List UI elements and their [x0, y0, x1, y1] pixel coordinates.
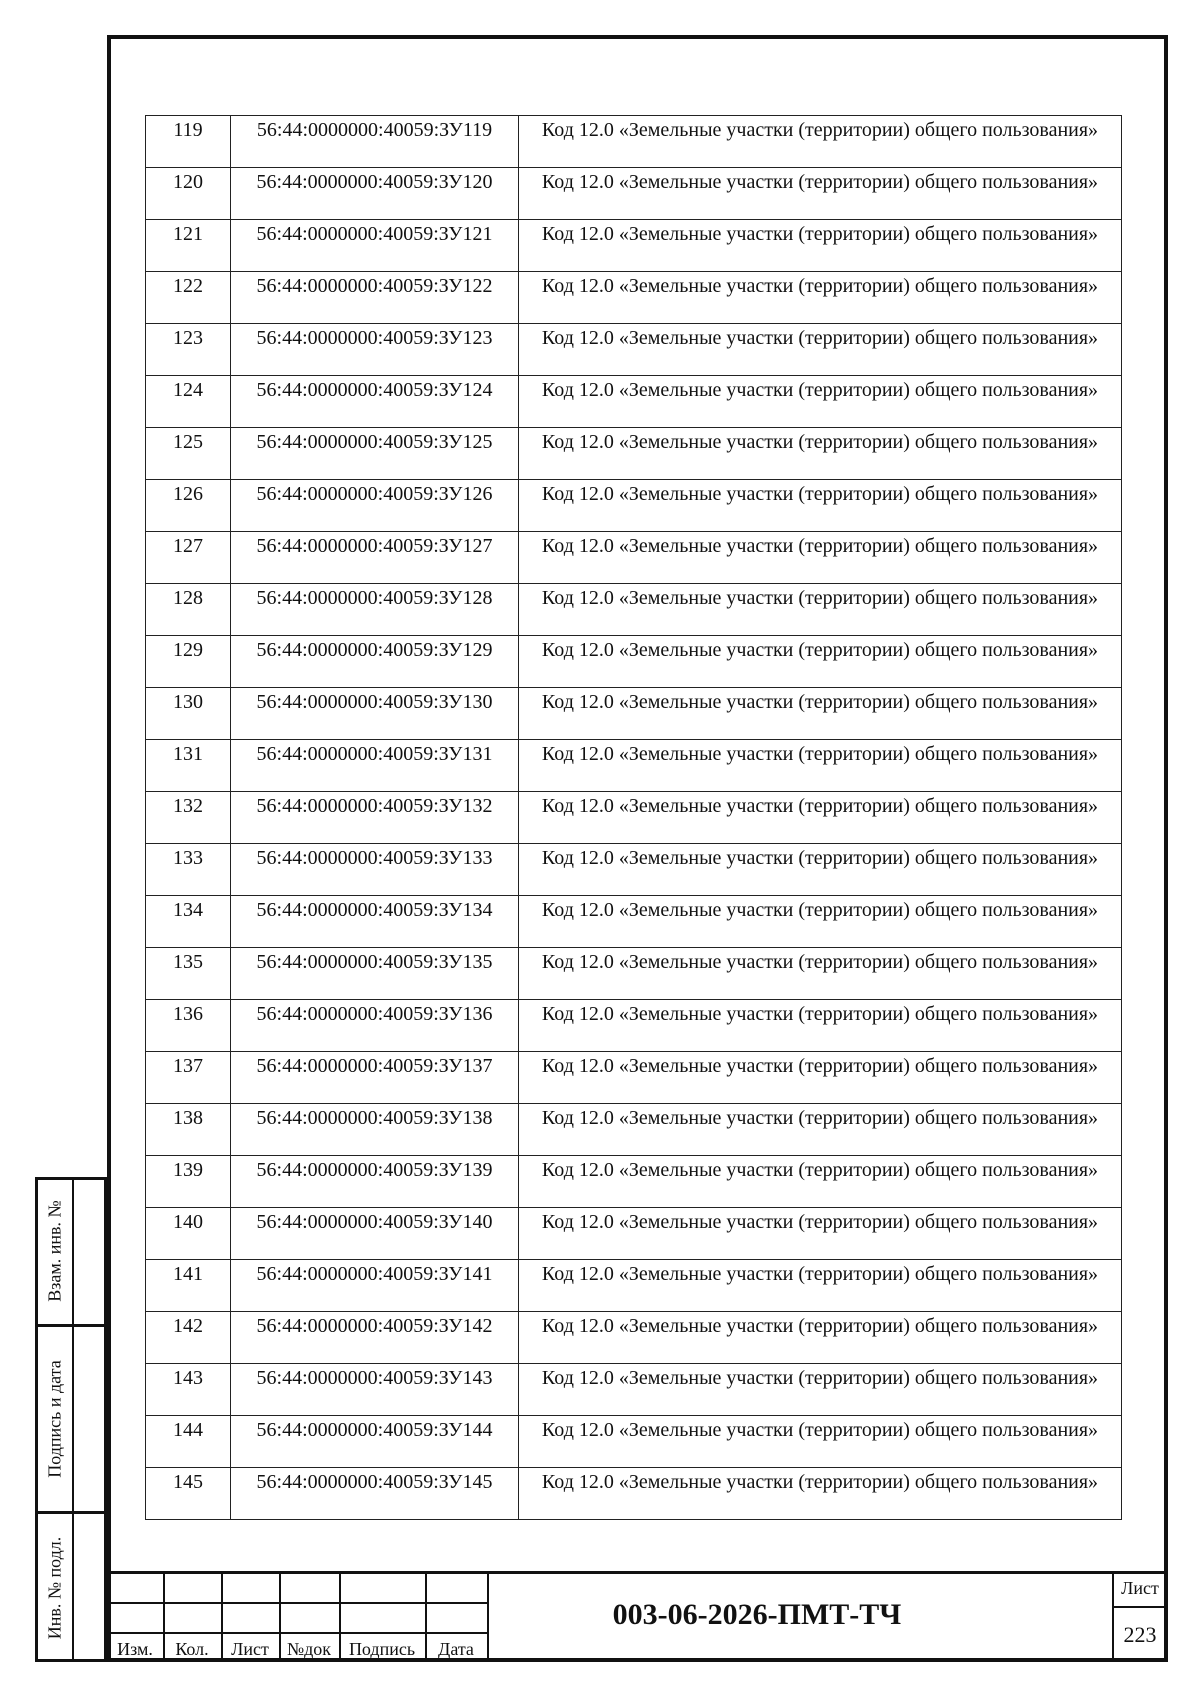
table-row	[146, 168, 1122, 220]
plot-id-cell: 56:44:0000000:40059:ЗУ132	[231, 792, 519, 844]
land-use-cell: Код 12.0 «Земельные участки (территории) общего пользования»	[519, 688, 1122, 740]
plot-id-cell: 56:44:0000000:40059:ЗУ139	[231, 1156, 519, 1208]
plot-id-cell: 56:44:0000000:40059:ЗУ143	[231, 1364, 519, 1416]
land-use-cell: Код 12.0 «Земельные участки (территории) общего пользования»	[519, 532, 1122, 584]
row-number-cell: 131	[146, 740, 231, 792]
plot-id-cell: 56:44:0000000:40059:ЗУ133	[231, 844, 519, 896]
table-row	[146, 1208, 1122, 1260]
table-row	[146, 584, 1122, 636]
land-use-cell: Код 12.0 «Земельные участки (территории) общего пользования»	[519, 948, 1122, 1000]
table-row	[146, 272, 1122, 324]
plot-id-cell: 56:44:0000000:40059:ЗУ123	[231, 324, 519, 376]
side-label-vzam: Взам. инв. №	[44, 1199, 65, 1302]
row-number-cell: 125	[146, 428, 231, 480]
land-use-cell: Код 12.0 «Земельные участки (территории) общего пользования»	[519, 1208, 1122, 1260]
land-use-cell: Код 12.0 «Земельные участки (территории) общего пользования»	[519, 168, 1122, 220]
land-use-cell: Код 12.0 «Земельные участки (территории) общего пользования»	[519, 896, 1122, 948]
row-number-cell: 143	[146, 1364, 231, 1416]
side-stamp	[35, 1177, 107, 1662]
table-row	[146, 1260, 1122, 1312]
plot-id-cell: 56:44:0000000:40059:ЗУ121	[231, 220, 519, 272]
table-row	[146, 740, 1122, 792]
plot-id-cell: 56:44:0000000:40059:ЗУ120	[231, 168, 519, 220]
land-use-cell: Код 12.0 «Земельные участки (территории) общего пользования»	[519, 1260, 1122, 1312]
header-kol: Кол.	[175, 1639, 209, 1659]
plot-id-cell: 56:44:0000000:40059:ЗУ144	[231, 1416, 519, 1468]
table-row	[146, 844, 1122, 896]
land-use-cell: Код 12.0 «Земельные участки (территории) общего пользования»	[519, 220, 1122, 272]
row-number-cell: 126	[146, 480, 231, 532]
plot-id-cell: 56:44:0000000:40059:ЗУ145	[231, 1468, 519, 1520]
header-ndok: №док	[286, 1639, 332, 1659]
row-number-cell: 144	[146, 1416, 231, 1468]
table-row	[146, 1364, 1122, 1416]
row-number-cell: 137	[146, 1052, 231, 1104]
plot-id-cell: 56:44:0000000:40059:ЗУ124	[231, 376, 519, 428]
row-number-cell: 136	[146, 1000, 231, 1052]
table-row	[146, 532, 1122, 584]
plot-id-cell: 56:44:0000000:40059:ЗУ142	[231, 1312, 519, 1364]
land-use-cell: Код 12.0 «Земельные участки (территории) общего пользования»	[519, 376, 1122, 428]
table-row	[146, 1000, 1122, 1052]
plot-id-cell: 56:44:0000000:40059:ЗУ137	[231, 1052, 519, 1104]
land-use-cell: Код 12.0 «Земельные участки (территории) общего пользования»	[519, 844, 1122, 896]
plot-id-cell: 56:44:0000000:40059:ЗУ130	[231, 688, 519, 740]
row-number-cell: 139	[146, 1156, 231, 1208]
table-row	[146, 1052, 1122, 1104]
row-number-cell: 133	[146, 844, 231, 896]
title-block	[107, 1571, 1168, 1662]
header-list: Лист	[231, 1639, 269, 1659]
row-number-cell: 145	[146, 1468, 231, 1520]
plot-id-cell: 56:44:0000000:40059:ЗУ119	[231, 116, 519, 168]
land-use-cell: Код 12.0 «Земельные участки (территории) общего пользования»	[519, 1468, 1122, 1520]
plot-id-cell: 56:44:0000000:40059:ЗУ138	[231, 1104, 519, 1156]
side-label-podpis: Подпись и дата	[44, 1360, 65, 1478]
land-use-cell: Код 12.0 «Земельные участки (территории) общего пользования»	[519, 1156, 1122, 1208]
row-number-cell: 138	[146, 1104, 231, 1156]
land-use-cell: Код 12.0 «Земельные участки (территории) общего пользования»	[519, 584, 1122, 636]
row-number-cell: 120	[146, 168, 231, 220]
plot-id-cell: 56:44:0000000:40059:ЗУ125	[231, 428, 519, 480]
table-row	[146, 1104, 1122, 1156]
land-plots-table	[145, 115, 1122, 1520]
table-row	[146, 324, 1122, 376]
plot-id-cell: 56:44:0000000:40059:ЗУ141	[231, 1260, 519, 1312]
land-use-cell: Код 12.0 «Земельные участки (территории) общего пользования»	[519, 116, 1122, 168]
row-number-cell: 119	[146, 116, 231, 168]
side-cell-podpis	[38, 1324, 104, 1511]
land-use-cell: Код 12.0 «Земельные участки (территории) общего пользования»	[519, 1364, 1122, 1416]
plot-id-cell: 56:44:0000000:40059:ЗУ131	[231, 740, 519, 792]
header-izm: Изм.	[117, 1639, 153, 1659]
side-label-podpis-box	[38, 1327, 74, 1511]
table-row	[146, 428, 1122, 480]
table-row	[146, 376, 1122, 428]
table-body	[146, 116, 1122, 1520]
table-row	[146, 636, 1122, 688]
land-use-cell: Код 12.0 «Земельные участки (территории) общего пользования»	[519, 1312, 1122, 1364]
sheet-label: Лист	[1121, 1578, 1159, 1598]
title-block-row-line	[1112, 1606, 1168, 1608]
row-number-cell: 129	[146, 636, 231, 688]
table-row	[146, 1416, 1122, 1468]
land-use-cell: Код 12.0 «Земельные участки (территории) общего пользования»	[519, 428, 1122, 480]
plot-id-cell: 56:44:0000000:40059:ЗУ128	[231, 584, 519, 636]
table-row	[146, 1468, 1122, 1520]
plot-id-cell: 56:44:0000000:40059:ЗУ135	[231, 948, 519, 1000]
header-data: Дата	[438, 1639, 474, 1659]
land-use-cell: Код 12.0 «Земельные участки (территории) общего пользования»	[519, 1000, 1122, 1052]
side-cell-inv	[38, 1511, 104, 1662]
row-number-cell: 128	[146, 584, 231, 636]
row-number-cell: 135	[146, 948, 231, 1000]
row-number-cell: 124	[146, 376, 231, 428]
row-number-cell: 127	[146, 532, 231, 584]
header-podpis: Подпись	[348, 1639, 416, 1659]
row-number-cell: 123	[146, 324, 231, 376]
table-row	[146, 220, 1122, 272]
table-row	[146, 792, 1122, 844]
table-row	[146, 1312, 1122, 1364]
table-row	[146, 116, 1122, 168]
row-number-cell: 142	[146, 1312, 231, 1364]
row-number-cell: 134	[146, 896, 231, 948]
side-label-inv: Инв. № подл.	[44, 1536, 65, 1640]
side-label-inv-box	[38, 1514, 74, 1662]
table-row	[146, 1156, 1122, 1208]
row-number-cell: 132	[146, 792, 231, 844]
plot-id-cell: 56:44:0000000:40059:ЗУ129	[231, 636, 519, 688]
row-number-cell: 130	[146, 688, 231, 740]
land-use-cell: Код 12.0 «Земельные участки (территории) общего пользования»	[519, 740, 1122, 792]
land-use-cell: Код 12.0 «Земельные участки (территории) общего пользования»	[519, 1416, 1122, 1468]
table-row	[146, 948, 1122, 1000]
row-number-cell: 122	[146, 272, 231, 324]
row-number-cell: 141	[146, 1260, 231, 1312]
plot-id-cell: 56:44:0000000:40059:ЗУ136	[231, 1000, 519, 1052]
row-number-cell: 140	[146, 1208, 231, 1260]
sheet-number: 223	[1123, 1622, 1157, 1647]
plot-id-cell: 56:44:0000000:40059:ЗУ126	[231, 480, 519, 532]
land-use-cell: Код 12.0 «Земельные участки (территории) общего пользования»	[519, 792, 1122, 844]
plot-id-cell: 56:44:0000000:40059:ЗУ122	[231, 272, 519, 324]
land-use-cell: Код 12.0 «Земельные участки (территории) общего пользования»	[519, 272, 1122, 324]
land-use-cell: Код 12.0 «Земельные участки (территории) общего пользования»	[519, 1052, 1122, 1104]
table-row	[146, 480, 1122, 532]
table-row	[146, 688, 1122, 740]
side-label-vzam-box	[38, 1177, 74, 1324]
table-row	[146, 896, 1122, 948]
land-use-cell: Код 12.0 «Земельные участки (территории) общего пользования»	[519, 636, 1122, 688]
plot-id-cell: 56:44:0000000:40059:ЗУ140	[231, 1208, 519, 1260]
document-code: 003-06-2026-ПМТ-ТЧ	[612, 1598, 902, 1631]
land-use-cell: Код 12.0 «Земельные участки (территории) общего пользования»	[519, 324, 1122, 376]
plot-id-cell: 56:44:0000000:40059:ЗУ134	[231, 896, 519, 948]
row-number-cell: 121	[146, 220, 231, 272]
land-use-cell: Код 12.0 «Земельные участки (территории) общего пользования»	[519, 1104, 1122, 1156]
land-use-cell: Код 12.0 «Земельные участки (территории) общего пользования»	[519, 480, 1122, 532]
side-cell-vzam	[38, 1177, 104, 1324]
plot-id-cell: 56:44:0000000:40059:ЗУ127	[231, 532, 519, 584]
